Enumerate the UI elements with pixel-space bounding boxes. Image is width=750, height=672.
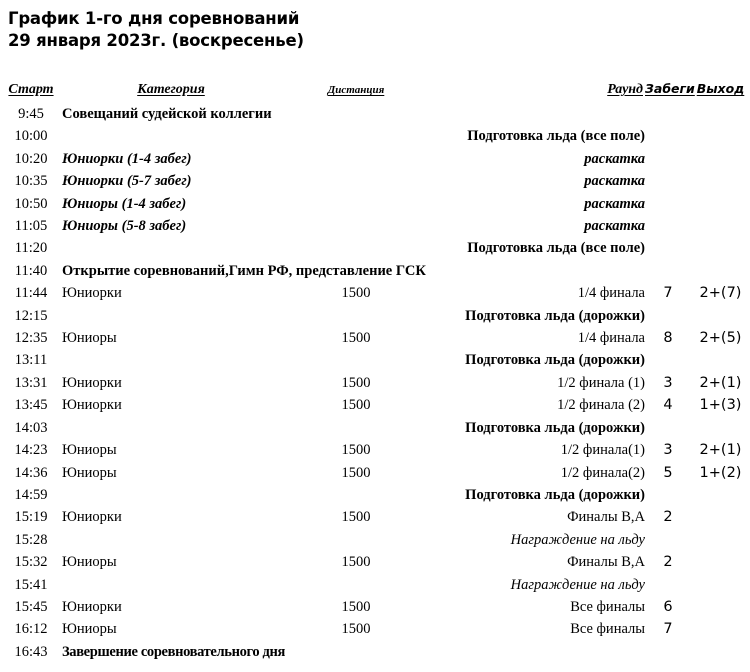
cell-distance <box>280 215 432 237</box>
cell-round: Награждение на льду <box>510 576 645 593</box>
cell-distance <box>280 529 432 551</box>
cell-exit <box>691 596 750 618</box>
cell-start: 13:45 <box>14 397 48 414</box>
column-header-round-label: Раунд <box>607 82 643 97</box>
cell-category: Юниоры <box>62 554 117 571</box>
cell-category: Юниорки <box>62 285 122 302</box>
cell-start: 15:19 <box>14 509 48 526</box>
cell-start: 11:40 <box>14 262 48 279</box>
cell-distance: 1500 <box>341 598 371 615</box>
column-header-heats-label: Забеги <box>645 81 695 96</box>
cell-category <box>62 125 280 147</box>
cell-heats <box>645 260 691 282</box>
table-row <box>0 484 750 506</box>
cell-exit <box>691 260 750 282</box>
cell-heats: 5 <box>663 464 673 481</box>
cell-distance: 1500 <box>341 621 371 638</box>
cell-start: 12:15 <box>14 307 48 324</box>
cell-heats: 4 <box>663 397 673 414</box>
table-row <box>0 148 750 170</box>
cell-heats <box>645 170 691 192</box>
cell-category: Юниоры (1-4 забег) <box>62 195 187 212</box>
cell-round: Подготовка льда (дорожки) <box>465 307 645 324</box>
cell-distance: 1500 <box>341 442 371 459</box>
cell-start: 15:32 <box>14 554 48 571</box>
cell-heats <box>645 417 691 439</box>
cell-round: Подготовка льда (дорожки) <box>465 486 645 503</box>
cell-heats <box>645 103 691 125</box>
schedule-table <box>0 78 750 663</box>
cell-distance <box>280 237 432 259</box>
table-row <box>0 372 750 394</box>
document-title <box>8 8 608 52</box>
table-row <box>0 574 750 596</box>
cell-start: 11:20 <box>14 240 48 257</box>
cell-round <box>432 641 645 663</box>
cell-heats: 3 <box>663 442 673 459</box>
cell-category: Совещаний судейской коллегии <box>62 106 272 122</box>
table-row <box>0 596 750 618</box>
cell-category: Юниорки <box>62 397 122 414</box>
cell-distance <box>280 148 432 170</box>
cell-heats: 8 <box>663 330 673 347</box>
cell-round: Подготовка льда (дорожки) <box>465 419 645 436</box>
cell-start: 10:00 <box>14 128 48 145</box>
cell-category: Завершение соревновательного дня <box>62 643 286 660</box>
cell-round: 1/2 финала(2) <box>560 464 645 481</box>
cell-category: Юниоры <box>62 442 117 459</box>
table-row <box>0 193 750 215</box>
cell-heats <box>645 305 691 327</box>
cell-heats <box>645 484 691 506</box>
cell-round <box>432 103 645 125</box>
cell-round: Финалы В,А <box>567 554 645 571</box>
table-row <box>0 327 750 349</box>
cell-round: Подготовка льда (дорожки) <box>465 352 645 369</box>
table-row <box>0 618 750 640</box>
table-row <box>0 103 750 125</box>
cell-start: 16:12 <box>14 621 48 638</box>
cell-exit <box>691 574 750 596</box>
cell-start: 16:43 <box>14 643 48 660</box>
cell-round: 1/2 финала (2) <box>557 397 645 414</box>
cell-start: 14:36 <box>14 464 48 481</box>
cell-exit <box>691 170 750 192</box>
cell-distance: 1500 <box>341 374 371 391</box>
column-header-distance-label: Дистанция <box>327 84 385 96</box>
cell-distance <box>280 125 432 147</box>
table-row <box>0 260 750 282</box>
cell-exit <box>691 103 750 125</box>
column-header-exit-label: Выход <box>696 81 745 96</box>
cell-category: Юниоры <box>62 330 117 347</box>
cell-exit: 1+(2) <box>699 464 742 481</box>
cell-distance <box>280 193 432 215</box>
column-header-category-label: Категория <box>137 82 205 97</box>
table-row <box>0 125 750 147</box>
cell-exit <box>691 529 750 551</box>
cell-heats: 2 <box>663 509 673 526</box>
cell-distance <box>280 103 432 125</box>
cell-start: 14:03 <box>14 419 48 436</box>
table-row <box>0 305 750 327</box>
cell-exit <box>691 215 750 237</box>
table-row <box>0 349 750 371</box>
table-row <box>0 282 750 304</box>
cell-exit <box>691 417 750 439</box>
cell-start: 13:11 <box>14 352 48 369</box>
cell-exit <box>691 349 750 371</box>
cell-category: Открытие соревнований,Гимн РФ, представление ГСК <box>62 262 426 279</box>
cell-category: Юниорки <box>62 598 122 615</box>
cell-exit <box>691 506 750 528</box>
cell-heats: 7 <box>663 621 673 638</box>
cell-category <box>62 484 280 506</box>
column-header-start <box>0 78 62 103</box>
cell-heats <box>645 574 691 596</box>
cell-exit: 2+(7) <box>699 285 742 302</box>
cell-start: 11:05 <box>14 218 48 235</box>
cell-category <box>62 574 280 596</box>
cell-category <box>62 417 280 439</box>
cell-exit: 2+(1) <box>699 442 742 459</box>
table-row <box>0 417 750 439</box>
cell-distance <box>280 170 432 192</box>
cell-distance: 1500 <box>341 285 371 302</box>
table-row <box>0 237 750 259</box>
cell-exit: 2+(1) <box>699 374 742 391</box>
cell-distance: 1500 <box>341 554 371 571</box>
table-row <box>0 551 750 573</box>
cell-start: 9:45 <box>18 106 44 122</box>
cell-category <box>62 529 280 551</box>
cell-heats <box>645 193 691 215</box>
cell-exit <box>691 237 750 259</box>
cell-distance <box>280 574 432 596</box>
cell-distance: 1500 <box>341 464 371 481</box>
cell-start: 12:35 <box>14 330 48 347</box>
cell-round: раскатка <box>584 218 645 235</box>
cell-exit <box>691 193 750 215</box>
column-header-heats <box>645 78 695 103</box>
column-header-round <box>432 78 645 103</box>
cell-start: 11:44 <box>14 285 48 302</box>
cell-exit: 2+(5) <box>699 330 742 347</box>
cell-round: 1/2 финала (1) <box>557 374 645 391</box>
cell-round: 1/4 финала <box>577 330 645 347</box>
cell-exit <box>691 551 750 573</box>
cell-heats <box>645 125 691 147</box>
column-header-exit <box>691 78 750 103</box>
cell-category: Юниорки (1-4 забег) <box>62 150 192 167</box>
cell-round: раскатка <box>584 195 645 212</box>
cell-start: 13:31 <box>14 374 48 391</box>
cell-round: Все финалы <box>570 598 645 615</box>
cell-round: Подготовка льда (все поле) <box>467 240 645 257</box>
cell-exit <box>691 641 750 663</box>
cell-category: Юниоры <box>62 464 117 481</box>
cell-heats <box>645 215 691 237</box>
cell-round: 1/2 финала(1) <box>560 442 645 459</box>
cell-start: 10:50 <box>14 195 48 212</box>
cell-distance <box>280 349 432 371</box>
cell-start: 10:20 <box>14 150 48 167</box>
cell-heats <box>645 237 691 259</box>
title-line-2: 29 января 2023г. (воскресенье) <box>8 31 304 50</box>
table-row <box>0 394 750 416</box>
cell-distance <box>280 641 432 663</box>
column-header-distance <box>280 78 432 103</box>
cell-exit <box>691 618 750 640</box>
cell-heats: 6 <box>663 598 673 615</box>
table-row <box>0 529 750 551</box>
table-row <box>0 506 750 528</box>
cell-category <box>62 237 280 259</box>
cell-exit <box>691 484 750 506</box>
table-row <box>0 439 750 461</box>
column-header-category <box>62 78 280 103</box>
cell-heats <box>645 641 691 663</box>
cell-exit <box>691 148 750 170</box>
cell-category: Юниоры <box>62 621 117 638</box>
cell-start: 15:45 <box>14 598 48 615</box>
cell-start: 14:23 <box>14 442 48 459</box>
cell-round: раскатка <box>584 150 645 167</box>
cell-start: 14:59 <box>14 486 48 503</box>
cell-start: 10:35 <box>14 173 48 190</box>
cell-round <box>432 260 645 282</box>
cell-heats <box>645 529 691 551</box>
cell-category <box>62 349 280 371</box>
cell-heats <box>645 349 691 371</box>
cell-round: Финалы В,А <box>567 509 645 526</box>
cell-category: Юниорки (5-7 забег) <box>62 173 192 190</box>
cell-distance <box>280 484 432 506</box>
cell-distance <box>280 417 432 439</box>
cell-round: Подготовка льда (все поле) <box>467 128 645 145</box>
cell-start: 15:41 <box>14 576 48 593</box>
cell-distance: 1500 <box>341 397 371 414</box>
cell-exit <box>691 305 750 327</box>
cell-heats: 7 <box>663 285 673 302</box>
cell-category: Юниоры (5-8 забег) <box>62 218 187 235</box>
cell-round: раскатка <box>584 173 645 190</box>
cell-distance: 1500 <box>341 509 371 526</box>
cell-category: Юниорки <box>62 509 122 526</box>
cell-category <box>62 305 280 327</box>
cell-heats: 2 <box>663 554 673 571</box>
cell-distance <box>280 305 432 327</box>
cell-exit <box>691 125 750 147</box>
cell-category: Юниорки <box>62 374 122 391</box>
cell-round: 1/4 финала <box>577 285 645 302</box>
table-row <box>0 215 750 237</box>
cell-heats <box>645 148 691 170</box>
cell-round: Все финалы <box>570 621 645 638</box>
cell-distance: 1500 <box>341 330 371 347</box>
table-row <box>0 641 750 663</box>
cell-round: Награждение на льду <box>510 531 645 548</box>
table-header-row <box>0 78 750 103</box>
table-row <box>0 462 750 484</box>
cell-start: 15:28 <box>14 531 48 548</box>
title-line-1: График 1-го дня соревнований <box>8 9 300 28</box>
column-header-start-label: Старт <box>8 82 54 97</box>
cell-heats: 3 <box>663 374 673 391</box>
table-row <box>0 170 750 192</box>
cell-exit: 1+(3) <box>699 397 742 414</box>
